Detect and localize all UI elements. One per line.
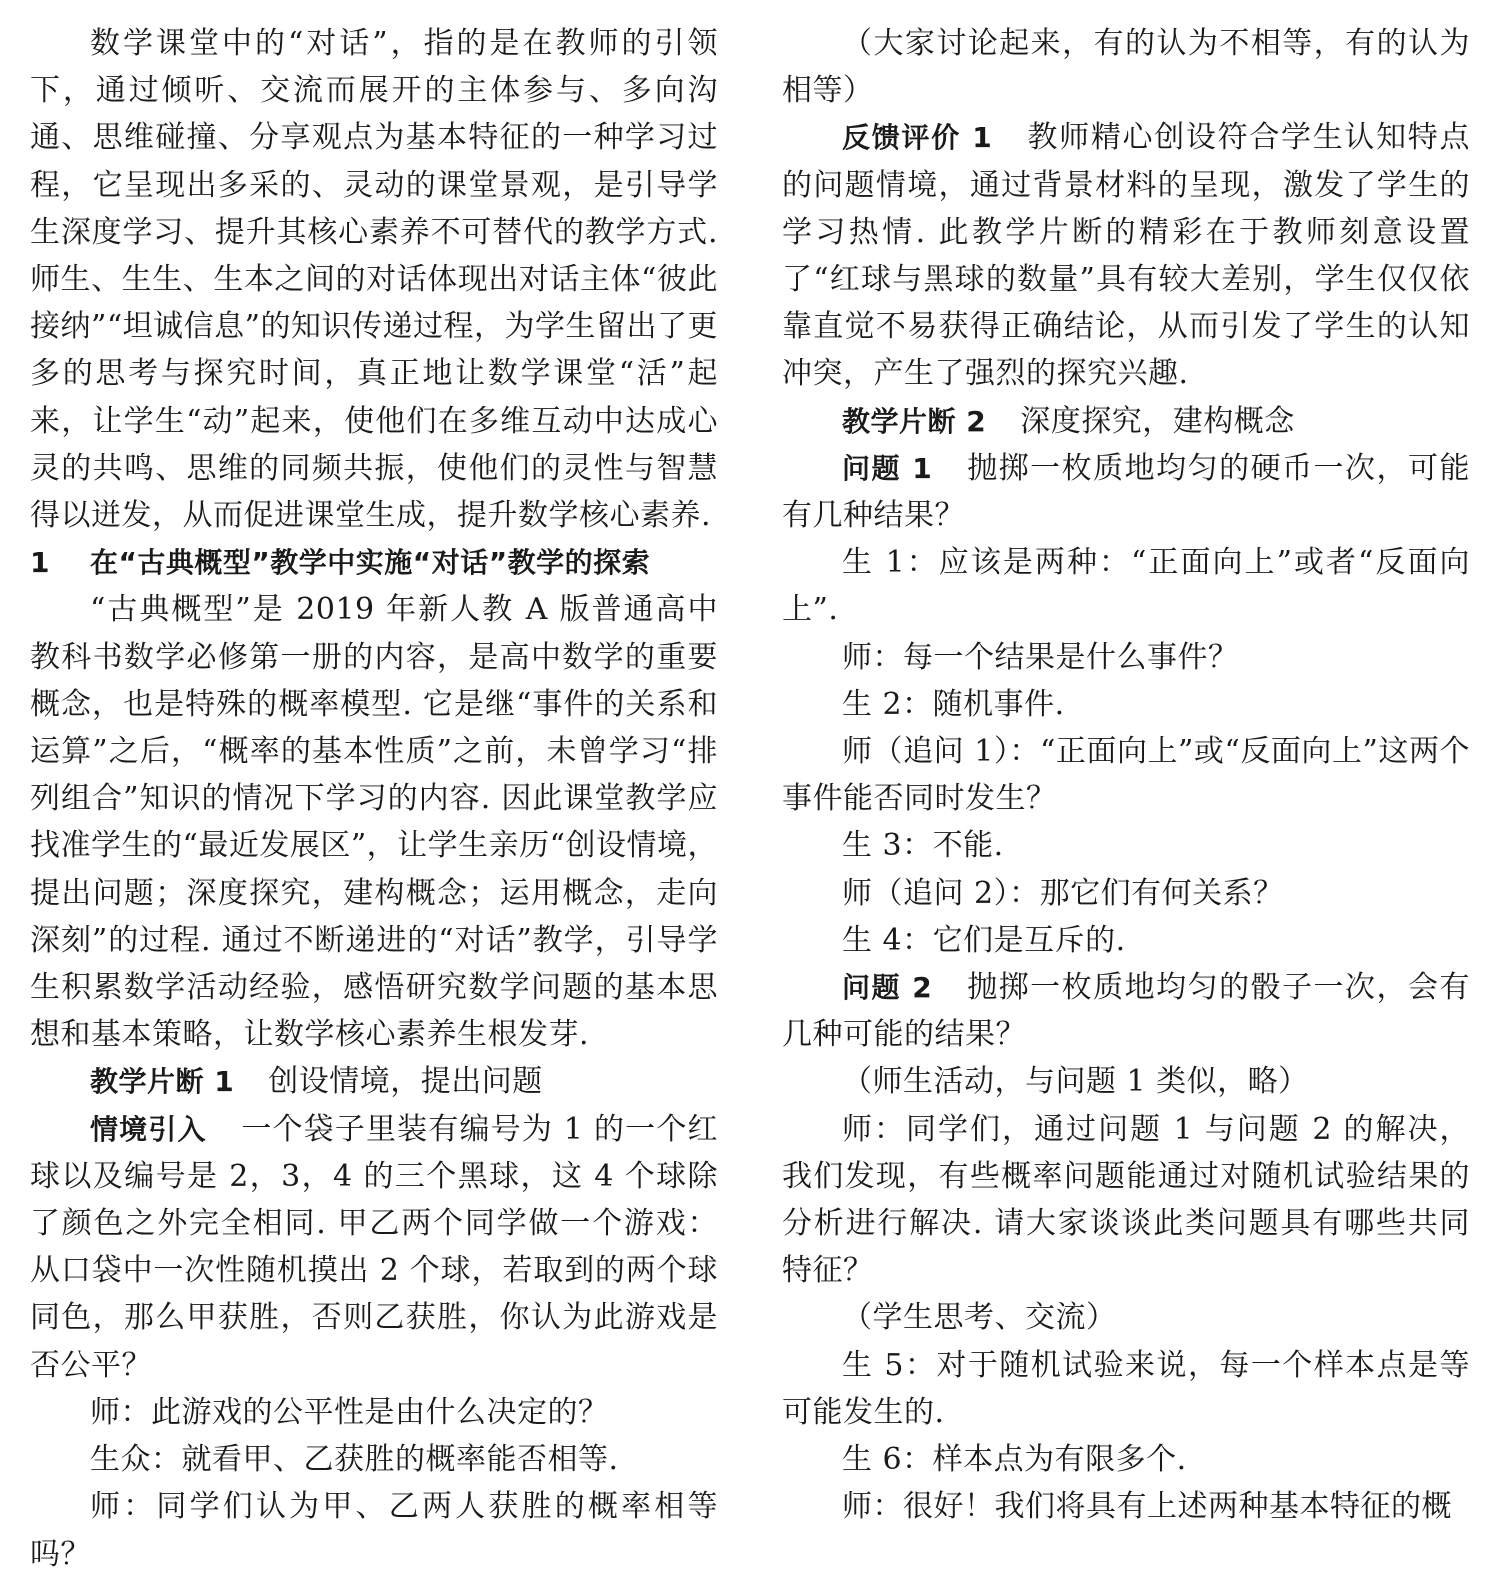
dialogue-line: 生 6：样本点为有限多个. (842, 1442, 1187, 1478)
section-heading (30, 539, 718, 586)
discussion-paragraph: （大家讨论起来，有的认为不相等，有的认为相等） (782, 26, 1470, 109)
segment1-label: 教学片断 1 (90, 1065, 235, 1099)
dialogue-line: （师生活动，与问题 1 类似，略） (842, 1064, 1309, 1100)
dialogue-line: 生 4：它们是互斥的. (842, 922, 1126, 958)
question1-paragraph (782, 445, 1470, 539)
dialogue-line: 师：此游戏的公平性是由什么决定的？ (90, 1394, 609, 1430)
dialogue-line: 师：同学们，通过问题 1 与问题 2 的解决，我们发现，有些概率问题能通过对随机试验结果的分析进行解决. 请大家谈谈此类问题具有哪些共同特征？ (782, 1111, 1470, 1289)
feedback1-paragraph (782, 114, 1470, 397)
scenario-paragraph (30, 1106, 718, 1389)
dialogue-line: 生众：就看甲、乙获胜的概率能否相等. (90, 1442, 619, 1478)
dialogue-line: 生 3：不能. (842, 828, 1004, 864)
segment2-label: 教学片断 2 (842, 404, 987, 438)
left-column (30, 20, 719, 1572)
dialogue-line: 师（追问 2）：那它们有何关系？ (842, 875, 1284, 911)
dialogue-line: 生 2：随机事件. (842, 686, 1065, 722)
question1-label: 问题 1 (842, 451, 933, 485)
feedback1-text: 教师精心创设符合学生认知特点的问题情境，通过背景材料的呈现，激发了学生的学习热情. 此教学片断的精彩在于教师刻意设置了“红球与黑球的数量”具有较大差别，学生仅仅依靠直觉不易获得正确结论，从而引发了学生的认知冲突，产生了强烈的探究兴趣. (782, 120, 1471, 392)
question1-text: 抛掷一枚质地均匀的硬币一次，可能有几种结果？ (782, 450, 1471, 534)
dialogue-line: 师：每一个结果是什么事件？ (842, 639, 1239, 675)
scenario-text: 一个袋子里装有编号为 1 的一个红球以及编号是 2，3，4 的三个黑球，这 4 个球除了颜色之外完全相同. 甲乙两个同学做一个游戏：从口袋中一次性随机摸出 2 个球，若取到的两个球同色，那么甲获胜，否则乙获胜，你认为此游戏是否公平？ (30, 1111, 718, 1383)
segment2-heading (782, 398, 1470, 445)
dialogue-line: 生 1：应该是两种：“正面向上”或者“反面向上”. (782, 545, 1470, 628)
segment1-heading (30, 1058, 718, 1105)
dialogue-line: 师：同学们认为甲、乙两人获胜的概率相等吗？ (30, 1489, 718, 1572)
dialogue-line: （学生思考、交流） (842, 1300, 1117, 1336)
intro-paragraph: 数学课堂中的“对话”，指的是在教师的引领下，通过倾听、交流而展开的主体参与、多向沟通、思维碰撞、分享观点为基本特征的一种学习过程，它呈现出多采的、灵动的课堂景观，是引导学生深度学习、提升其核心素养不可替代的教学方式. 师生、生生、生本之间的对话体现出对话主体“彼此接纳”“坦诚信息”的知识传递过程，为学生留出了更多的思考与探究时间，真正地让数学课堂“活”起来，让学生“动”起来，使他们在多维互动中达成心灵的共鸣、思维的同频共振，使他们的灵性与智慧得以迸发，从而促进课堂生成，提升数学核心素养. (30, 26, 719, 534)
question2-label: 问题 2 (842, 971, 933, 1005)
section-paragraph: “古典概型”是 2019 年新人教 A 版普通高中教科书数学必修第一册的内容，是高中数学的重要概念，也是特殊的概率模型. 它是继“事件的关系和运算”之后，“概率的基本性质”之前，未曾学习“排列组合”知识的情况下学习的内容. 因此课堂教学应找准学生的“最近发展区”，让学生亲历“创设情境，提出问题；深度探究，建构概念；运用概念，走向深刻”的过程. 通过不断递进的“对话”教学，引导学生积累数学活动经验，感悟研究数学问题的基本思想和基本策略，让数学核心素养生根发芽. (30, 592, 719, 1053)
question2-paragraph (782, 964, 1470, 1058)
scenario-label: 情境引入 (90, 1112, 207, 1146)
dialogue-line: 生 5：对于随机试验来说，每一个样本点是等可能发生的. (782, 1347, 1470, 1430)
dialogue-line: 师（追问 1）：“正面向上”或“反面向上”这两个事件能否同时发生？ (782, 734, 1470, 817)
feedback1-label: 反馈评价 1 (842, 121, 993, 155)
dialogue-line: 师：很好！我们将具有上述两种基本特征的概 (842, 1489, 1452, 1525)
segment2-title: 深度探究，建构概念 (1020, 403, 1295, 439)
section-title: 在“古典概型”教学中实施“对话”教学的探索 (90, 546, 651, 580)
question2-text: 抛掷一枚质地均匀的骰子一次，会有几种可能的结果？ (782, 970, 1471, 1053)
section-number: 1 (30, 546, 50, 580)
segment1-title: 创设情境，提出问题 (268, 1064, 543, 1100)
right-column (782, 20, 1471, 1525)
